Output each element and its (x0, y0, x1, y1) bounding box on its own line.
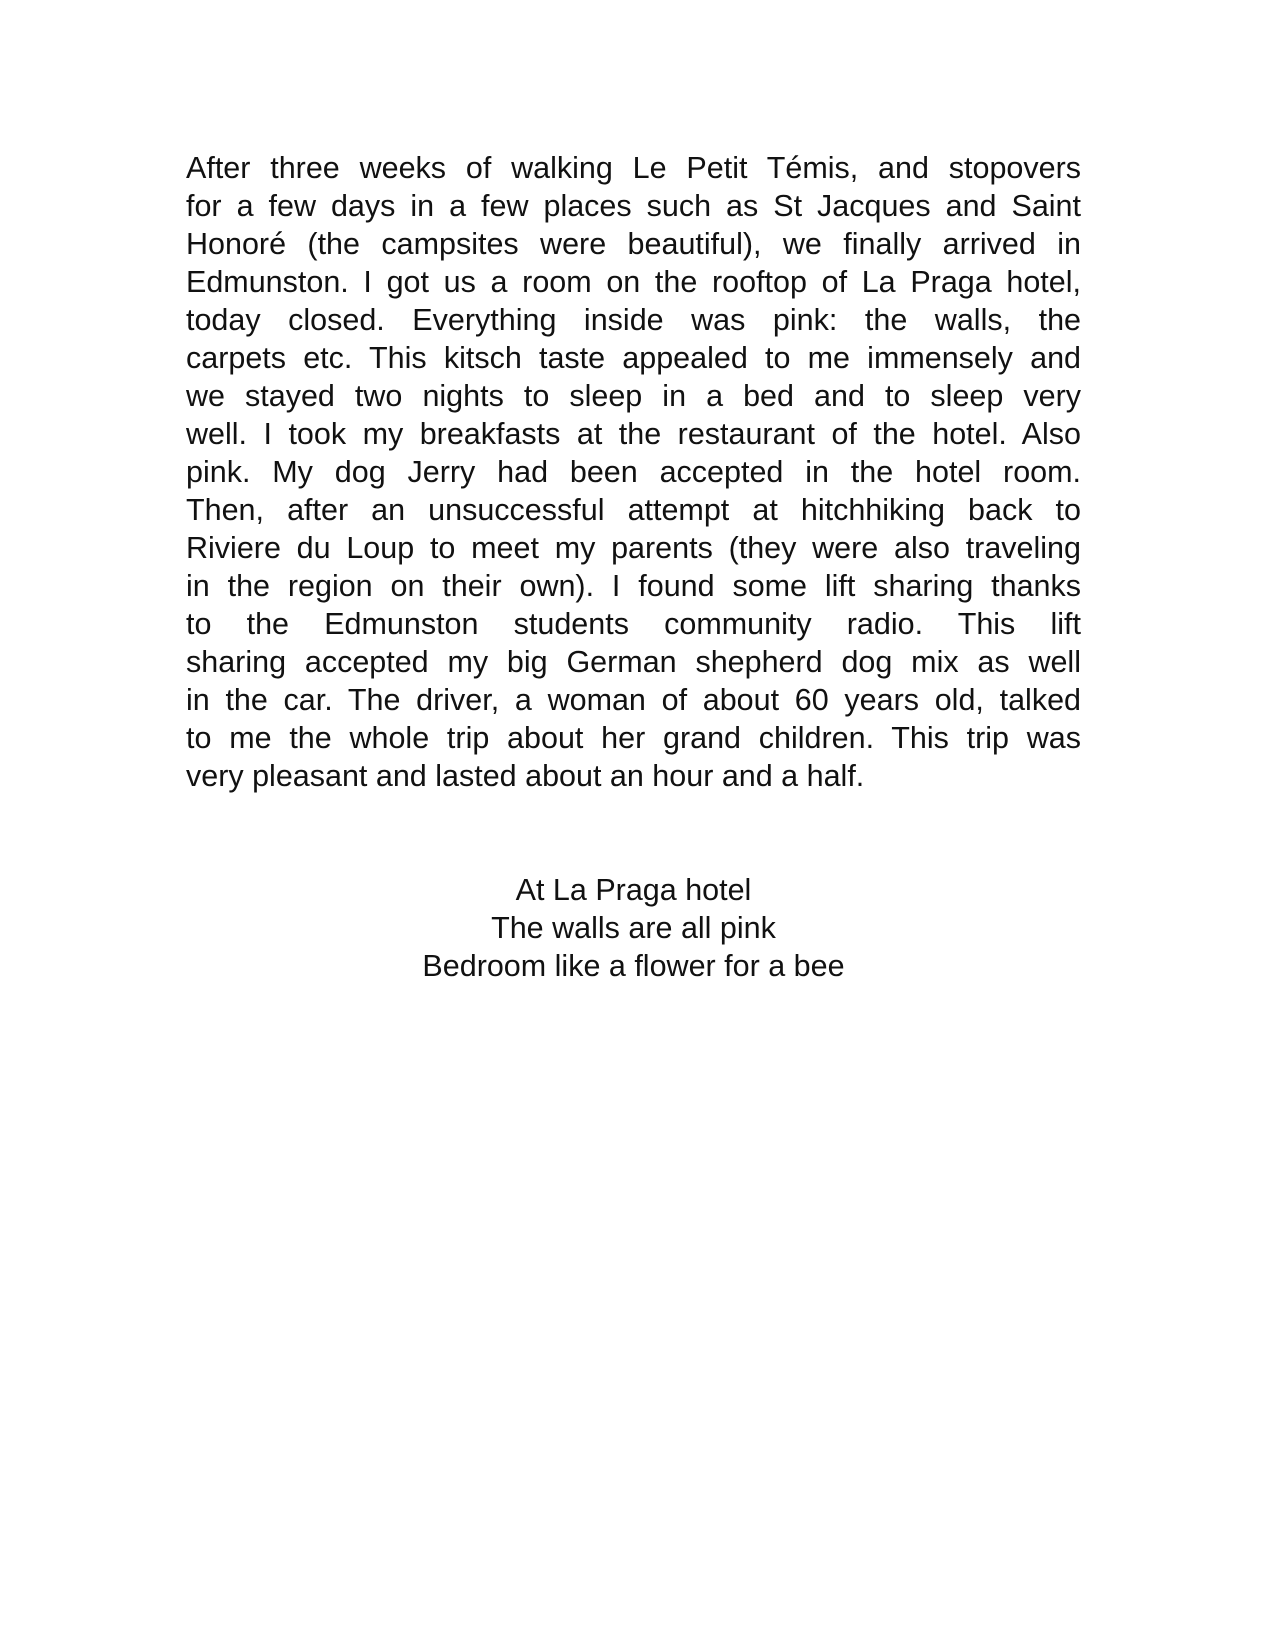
haiku-line: Bedroom like a flower for a bee (422, 949, 845, 983)
paragraph-line: today closed. Everything inside was pink: the walls, the (186, 303, 1081, 337)
paragraph-line: Riviere du Loup to meet my parents (they were also traveling (186, 531, 1081, 565)
story-paragraph (186, 149, 1081, 795)
paragraph-line: Edmunston. I got us a room on the rooftop of La Praga hotel, (186, 265, 1081, 299)
haiku-poem (186, 871, 1081, 985)
paragraph-line: pink. My dog Jerry had been accepted in the hotel room. (186, 455, 1081, 489)
paragraph-line: to me the whole trip about her grand children. This trip was (186, 721, 1081, 755)
paragraph-line: carpets etc. This kitsch taste appealed to me immensely and (186, 341, 1081, 375)
haiku-line: The walls are all pink (491, 911, 776, 945)
paragraph-line: we stayed two nights to sleep in a bed and to sleep very (186, 379, 1081, 413)
paragraph-line: Then, after an unsuccessful attempt at hitchhiking back to (186, 493, 1081, 527)
paragraph-line: for a few days in a few places such as St Jacques and Saint (186, 189, 1081, 223)
paragraph-line: to the Edmunston students community radio. This lift (186, 607, 1081, 641)
paragraph-line: Honoré (the campsites were beautiful), we finally arrived in (186, 227, 1081, 261)
paragraph-line: After three weeks of walking Le Petit Témis, and stopovers (186, 151, 1081, 185)
paragraph-line: well. I took my breakfasts at the restaurant of the hotel. Also (186, 417, 1081, 451)
paragraph-line: very pleasant and lasted about an hour and a half. (186, 759, 865, 793)
paragraph-line: sharing accepted my big German shepherd dog mix as well (186, 645, 1081, 679)
paragraph-line: in the region on their own). I found some lift sharing thanks (186, 569, 1081, 603)
paragraph-line: in the car. The driver, a woman of about 60 years old, talked (186, 683, 1081, 717)
haiku-line: At La Praga hotel (515, 873, 752, 907)
